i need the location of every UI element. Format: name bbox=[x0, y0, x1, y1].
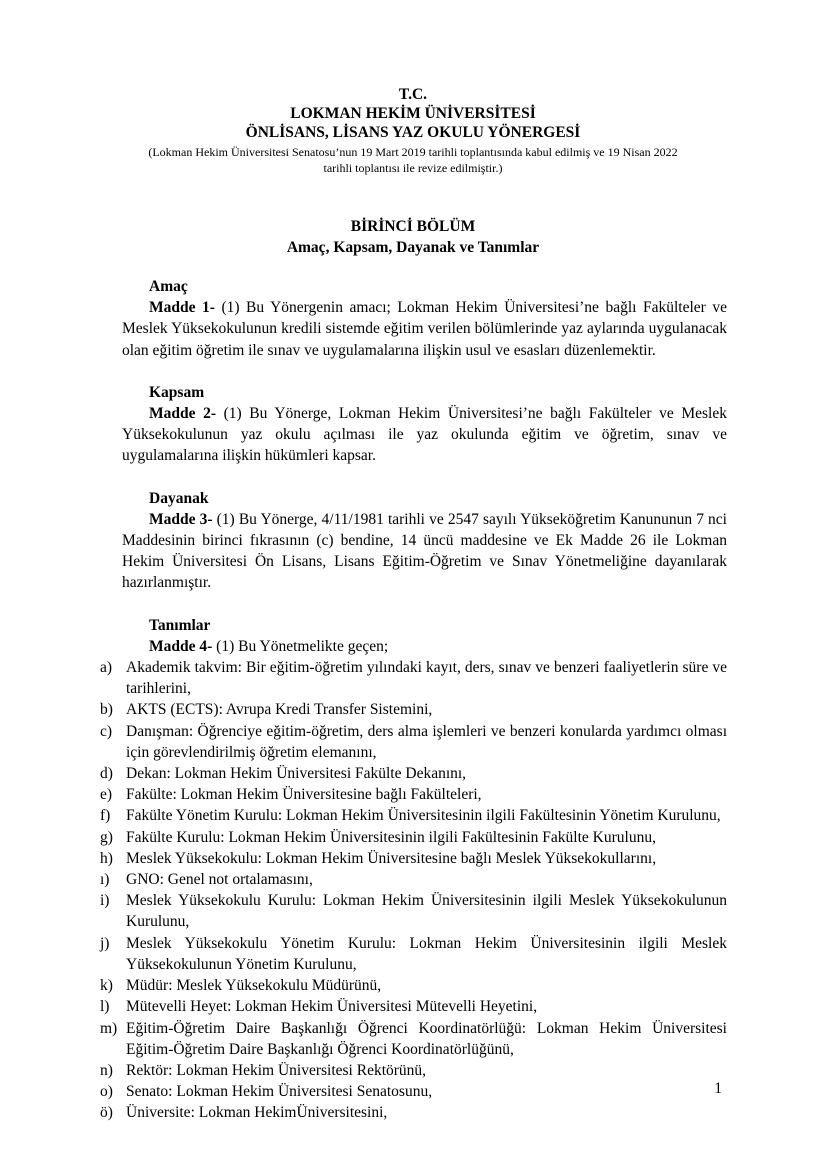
definition-item bbox=[100, 933, 727, 975]
definition-letter: j) bbox=[100, 934, 110, 952]
article-1-text: (1) Bu Yönergenin amacı; Lokman Hekim Üniversitesi’ne bağlı Fakülteler ve Meslek Yüksekokulunun kredili sistemde eğitim verilen bölümlerinde yaz aylarında uygulanacak olan eğitim öğretim ile sınav ve uygulamalarına ilişkin usul ve esasları düzenlemektir. bbox=[122, 299, 727, 359]
definition-letter: ı) bbox=[100, 871, 110, 889]
definition-item bbox=[100, 1081, 727, 1102]
definition-letter: b) bbox=[100, 701, 113, 719]
definition-item bbox=[100, 721, 727, 763]
definition-letter: c) bbox=[100, 722, 113, 740]
definition-text: Meslek Yüksekokulu: Lokman Hekim Üniversitesine bağlı Meslek Yüksekokullarını, bbox=[126, 849, 657, 867]
definition-letter: o) bbox=[100, 1083, 113, 1101]
definition-item bbox=[100, 657, 727, 699]
definition-letter: m) bbox=[100, 1019, 118, 1037]
definition-text: Fakülte Yönetim Kurulu: Lokman Hekim Üniversitesinin ilgili Fakültesinin Yönetim Kurulunu, bbox=[126, 807, 721, 825]
definition-letter: l) bbox=[100, 998, 110, 1016]
definition-item bbox=[100, 848, 727, 869]
definition-text: GNO: Genel not ortalamasını, bbox=[126, 871, 313, 889]
document-title: ÖNLİSANS, LİSANS YAZ OKULU YÖNERGESİ bbox=[245, 124, 581, 141]
article-4-text: (1) Bu Yönetmelikte geçen; bbox=[212, 637, 389, 655]
section-title-kapsam: Kapsam bbox=[149, 383, 205, 401]
article-2 bbox=[122, 403, 727, 467]
article-4-label: Madde 4- bbox=[149, 637, 213, 655]
definition-letter: k) bbox=[100, 977, 113, 995]
chapter-number: BİRİNCİ BÖLÜM bbox=[350, 218, 476, 235]
definition-item bbox=[100, 975, 727, 996]
definition-item bbox=[100, 827, 727, 848]
section-title-amac: Amaç bbox=[149, 278, 188, 295]
definition-letter: i) bbox=[100, 892, 110, 910]
definition-letter: a) bbox=[100, 659, 113, 677]
section-title-dayanak: Dayanak bbox=[149, 489, 209, 507]
document-header bbox=[100, 85, 726, 176]
definition-text: Rektör: Lokman Hekim Üniversitesi Rektörünü, bbox=[126, 1061, 427, 1079]
definition-text: Danışman: Öğrenciye eğitim-öğretim, ders alma işlemleri ve benzeri konularda yardımcı olması için görevlendirilmiş öğretim elemanını, bbox=[126, 722, 727, 761]
article-4 bbox=[122, 636, 727, 657]
header-note-line2: tarihli toplantısı ile revize edilmiştir.) bbox=[323, 161, 503, 175]
definition-text: Akademik takvim: Bir eğitim-öğretim yılındaki kayıt, ders, sınav ve benzeri faaliyetlerin süre ve tarihlerini, bbox=[126, 659, 727, 698]
article-3 bbox=[122, 509, 727, 594]
definition-text: Eğitim-Öğretim Daire Başkanlığı Öğrenci Koordinatörlüğü: Lokman Hekim Üniversitesi Eğitim-Öğretim Daire Başkanlığı Öğrenci Koordinatörlüğünü, bbox=[126, 1019, 727, 1058]
header-note bbox=[100, 144, 726, 176]
definition-letter: ö) bbox=[100, 1104, 113, 1122]
definition-item bbox=[100, 763, 727, 784]
definition-item bbox=[100, 890, 727, 932]
definition-letter: d) bbox=[100, 765, 113, 783]
definition-item bbox=[100, 996, 727, 1017]
header-tc: T.C. bbox=[398, 86, 428, 103]
definition-text: Senato: Lokman Hekim Üniversitesi Senatosunu, bbox=[126, 1083, 433, 1101]
chapter-heading bbox=[100, 216, 726, 258]
definition-text: AKTS (ECTS): Avrupa Kredi Transfer Sistemini, bbox=[126, 701, 433, 719]
definition-item bbox=[100, 784, 727, 805]
definition-text: Dekan: Lokman Hekim Üniversitesi Fakülte Dekanını, bbox=[126, 765, 467, 783]
header-note-line1: (Lokman Hekim Üniversitesi Senatosu’nun 19 Mart 2019 tarihli toplantısında kabul edilmiş ve 19 Nisan 2022 bbox=[148, 145, 678, 159]
definition-letter: n) bbox=[100, 1061, 113, 1079]
definition-text: Fakülte: Lokman Hekim Üniversitesine bağlı Fakülteleri, bbox=[126, 786, 482, 804]
definition-letter: h) bbox=[100, 849, 113, 867]
article-2-label: Madde 2- bbox=[149, 405, 216, 423]
article-2-text: (1) Bu Yönerge, Lokman Hekim Üniversitesi’ne bağlı Fakülteler ve Meslek Yüksekokulunun yaz okulu açılması ile yaz okulunda eğitim ve öğretim, sınav ve uygulamalarına ilişkin hükümleri kapsar. bbox=[122, 405, 727, 465]
definition-text: Fakülte Kurulu: Lokman Hekim Üniversitesinin ilgili Fakültesinin Fakülte Kurulunu, bbox=[126, 828, 656, 846]
definition-text: Meslek Yüksekokulu Yönetim Kurulu: Lokman Hekim Üniversitesinin ilgili Meslek Yüksekokulunun Yönetim Kurulunu, bbox=[126, 934, 727, 973]
article-1-label: Madde 1- bbox=[149, 299, 215, 317]
definition-item bbox=[100, 805, 727, 826]
document-body bbox=[100, 276, 727, 1124]
definition-letter: g) bbox=[100, 828, 113, 846]
definition-text: Mütevelli Heyet: Lokman Hekim Üniversitesi Mütevelli Heyetini, bbox=[126, 998, 538, 1016]
page-number: 1 bbox=[714, 1080, 722, 1097]
definition-text: Meslek Yüksekokulu Kurulu: Lokman Hekim Üniversitesinin ilgili Meslek Yüksekokulunun Kurulunu, bbox=[126, 892, 727, 931]
article-1 bbox=[122, 297, 727, 361]
article-3-label: Madde 3- bbox=[149, 510, 213, 528]
definition-item bbox=[100, 869, 727, 890]
definition-item bbox=[100, 699, 727, 720]
section-title-tanimlar: Tanımlar bbox=[149, 616, 211, 634]
definition-letter: f) bbox=[100, 807, 111, 825]
definition-item bbox=[100, 1018, 727, 1060]
definition-letter: e) bbox=[100, 786, 113, 804]
definition-item bbox=[100, 1060, 727, 1081]
definitions-list bbox=[100, 657, 727, 1123]
chapter-title: Amaç, Kapsam, Dayanak ve Tanımlar bbox=[286, 239, 540, 256]
header-university: LOKMAN HEKİM ÜNİVERSİTESİ bbox=[290, 105, 536, 122]
definition-text: Müdür: Meslek Yüksekokulu Müdürünü, bbox=[126, 977, 382, 995]
definition-text: Üniversite: Lokman HekimÜniversitesini, bbox=[126, 1104, 388, 1122]
article-3-text: (1) Bu Yönerge, 4/11/1981 tarihli ve 2547 sayılı Yükseköğretim Kanununun 7 nci Maddesinin birinci fıkrasının (c) bendine, 14 üncü maddesine ve Ek Madde 26 ile Lokman Hekim Üniversitesi Ön Lisans, Lisans Eğitim-Öğretim ve Sınav Yönetmeliğine dayanılarak hazırlanmıştır. bbox=[122, 510, 727, 592]
definition-item bbox=[100, 1102, 727, 1123]
